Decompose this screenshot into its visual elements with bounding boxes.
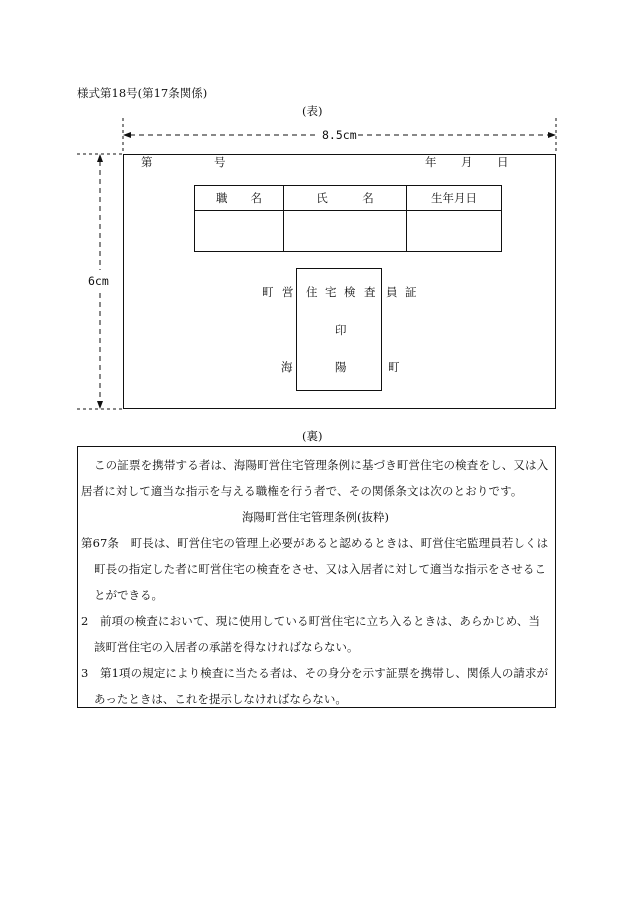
title-char: 宅 — [325, 285, 337, 299]
form-number-label: 様式第18号(第17条関係) — [77, 86, 208, 100]
header-birthdate: 生年月日 — [407, 186, 502, 211]
height-dimension: 6cm — [88, 274, 109, 288]
card-right-edge — [555, 154, 556, 409]
date-month: 月 — [461, 155, 473, 169]
issuer-char: 海 — [281, 360, 293, 374]
issuer-char: 町 — [388, 360, 400, 374]
date-year: 年 — [425, 155, 437, 169]
title-char: 営 — [282, 285, 294, 299]
holder-info-table — [194, 185, 502, 252]
law-title: 海陽町営住宅管理条例(抜粋) — [242, 510, 389, 524]
title-char: 町 — [262, 285, 274, 299]
title-char: 査 — [364, 285, 376, 299]
item-text: あったときは、これを提示しなければならない。 — [94, 692, 347, 706]
item-text: 2 前項の検査において、現に使用している町営住宅に立ち入るときは、あらかじめ、当 — [81, 614, 541, 628]
back-caption: (裏) — [302, 429, 323, 443]
intro-text: この証票を携帯する者は、海陽町営住宅管理条例に基づき町営住宅の検査をし、又は入 — [94, 458, 549, 472]
title-char: 員 — [386, 285, 398, 299]
cell-name — [284, 211, 407, 252]
article-text: 第67条 町長は、町営住宅の管理上必要があると認めるときは、町営住宅監理員若しくは — [81, 536, 549, 550]
cell-birthdate — [407, 211, 502, 252]
seal-mark: 印 — [335, 323, 347, 337]
number-prefix: 第 — [141, 155, 153, 169]
title-char: 証 — [405, 285, 417, 299]
date-day: 日 — [497, 155, 509, 169]
number-suffix: 号 — [214, 155, 226, 169]
title-char: 住 — [306, 285, 318, 299]
header-position: 職 名 — [195, 186, 284, 211]
item-text: 3 第1項の規定により検査に当たる者は、その身分を示す証票を携帯し、関係人の請求が — [81, 666, 549, 680]
article-text: 町長の指定した者に町営住宅の検査をさせ、又は入居者に対して適当な指示をさせるこ — [94, 562, 547, 576]
header-name: 氏 名 — [284, 186, 407, 211]
item-text: 該町営住宅の入居者の承諾を得なければならない。 — [94, 640, 359, 654]
issuer-char: 陽 — [335, 360, 347, 374]
width-dimension: 8.5cm — [322, 128, 357, 142]
title-char: 検 — [344, 285, 356, 299]
front-caption: (表) — [302, 104, 323, 118]
cell-position — [195, 211, 284, 252]
intro-text: 居者に対して適当な指示を与える職権を行う者で、その関係条文は次のとおりです。 — [81, 484, 523, 498]
article-text: とができる。 — [94, 588, 163, 602]
